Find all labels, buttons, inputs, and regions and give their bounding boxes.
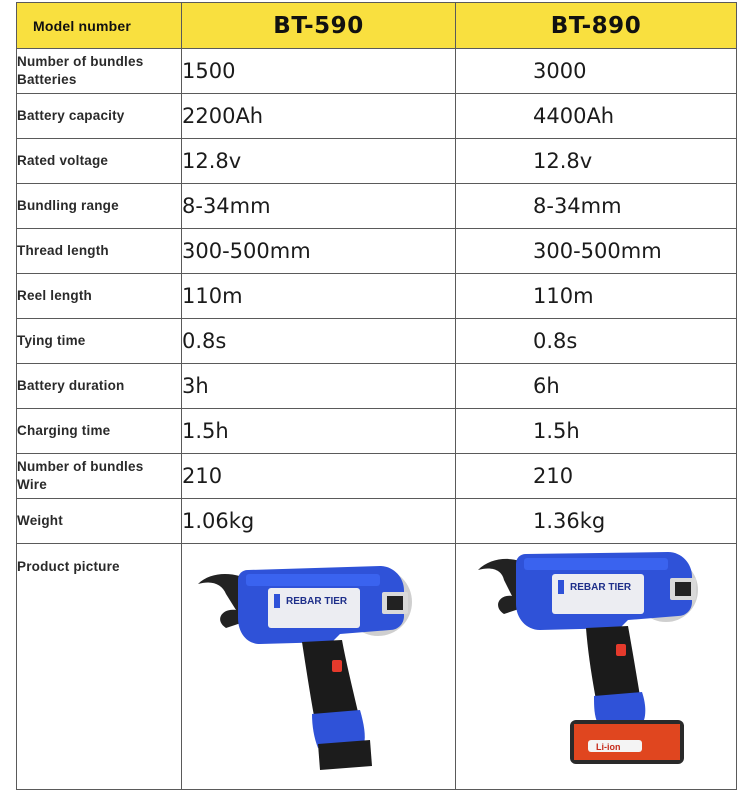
model-b-value: 1.5h: [456, 409, 737, 454]
model-b-value: 3000: [456, 49, 737, 94]
table-row: [17, 49, 737, 94]
table-header-row: [17, 3, 737, 49]
row-label: Reel length: [17, 274, 182, 319]
model-b-value: 300-500mm: [456, 229, 737, 274]
model-a-value: 2200Ah: [182, 94, 456, 139]
table-row: [17, 454, 737, 499]
model-b-value: 110m: [456, 274, 737, 319]
table-row: [17, 184, 737, 229]
row-label: Rated voltage: [17, 139, 182, 184]
model-a-value: 1500: [182, 49, 456, 94]
spec-comparison-table: [16, 2, 737, 790]
model-a-value: 0.8s: [182, 319, 456, 364]
model-b-value: 12.8v: [456, 139, 737, 184]
rebar-tier-tool-a-image: [182, 544, 455, 775]
row-label: Bundling range: [17, 184, 182, 229]
header-label: Model number: [17, 3, 182, 49]
product-picture-label: Product picture: [17, 544, 182, 790]
row-label: Charging time: [17, 409, 182, 454]
table-row: [17, 139, 737, 184]
table-row: [17, 319, 737, 364]
row-label: Weight: [17, 499, 182, 544]
rebar-tier-tool-b-image: [456, 544, 736, 775]
model-a-value: 8-34mm: [182, 184, 456, 229]
model-b-value: 210: [456, 454, 737, 499]
model-a-value: 300-500mm: [182, 229, 456, 274]
row-label: Thread length: [17, 229, 182, 274]
tool-a-battery: [318, 740, 372, 770]
table-row: [17, 274, 737, 319]
model-b-value: 6h: [456, 364, 737, 409]
model-a-value: 1.06kg: [182, 499, 456, 544]
tool-a-handle: [302, 640, 358, 716]
product-a-picture-cell: [182, 544, 456, 790]
table-row: [17, 229, 737, 274]
model-a-value: 12.8v: [182, 139, 456, 184]
tool-a-brand-text: REBAR TIER: [286, 596, 348, 607]
tool-b-handle: [586, 626, 640, 700]
product-picture-row: [17, 544, 737, 790]
row-label: Tying time: [17, 319, 182, 364]
model-b-value: 1.36kg: [456, 499, 737, 544]
model-b-title: BT-890: [456, 3, 737, 49]
tool-b-brand-text: REBAR TIER: [570, 582, 632, 593]
row-label: Battery duration: [17, 364, 182, 409]
model-a-value: 1.5h: [182, 409, 456, 454]
model-a-value: 110m: [182, 274, 456, 319]
table-row: [17, 499, 737, 544]
model-a-title: BT-590: [182, 3, 456, 49]
table-row: [17, 409, 737, 454]
model-a-value: 3h: [182, 364, 456, 409]
row-label: Number of bundles Wire: [17, 454, 182, 499]
model-b-value: 0.8s: [456, 319, 737, 364]
row-label: Number of bundles Batteries: [17, 49, 182, 94]
table-row: [17, 364, 737, 409]
tool-b-battery-label: Li-ion: [596, 742, 621, 752]
product-b-picture-cell: [456, 544, 737, 790]
model-a-value: 210: [182, 454, 456, 499]
model-b-value: 8-34mm: [456, 184, 737, 229]
table-row: [17, 94, 737, 139]
row-label: Battery capacity: [17, 94, 182, 139]
model-b-value: 4400Ah: [456, 94, 737, 139]
